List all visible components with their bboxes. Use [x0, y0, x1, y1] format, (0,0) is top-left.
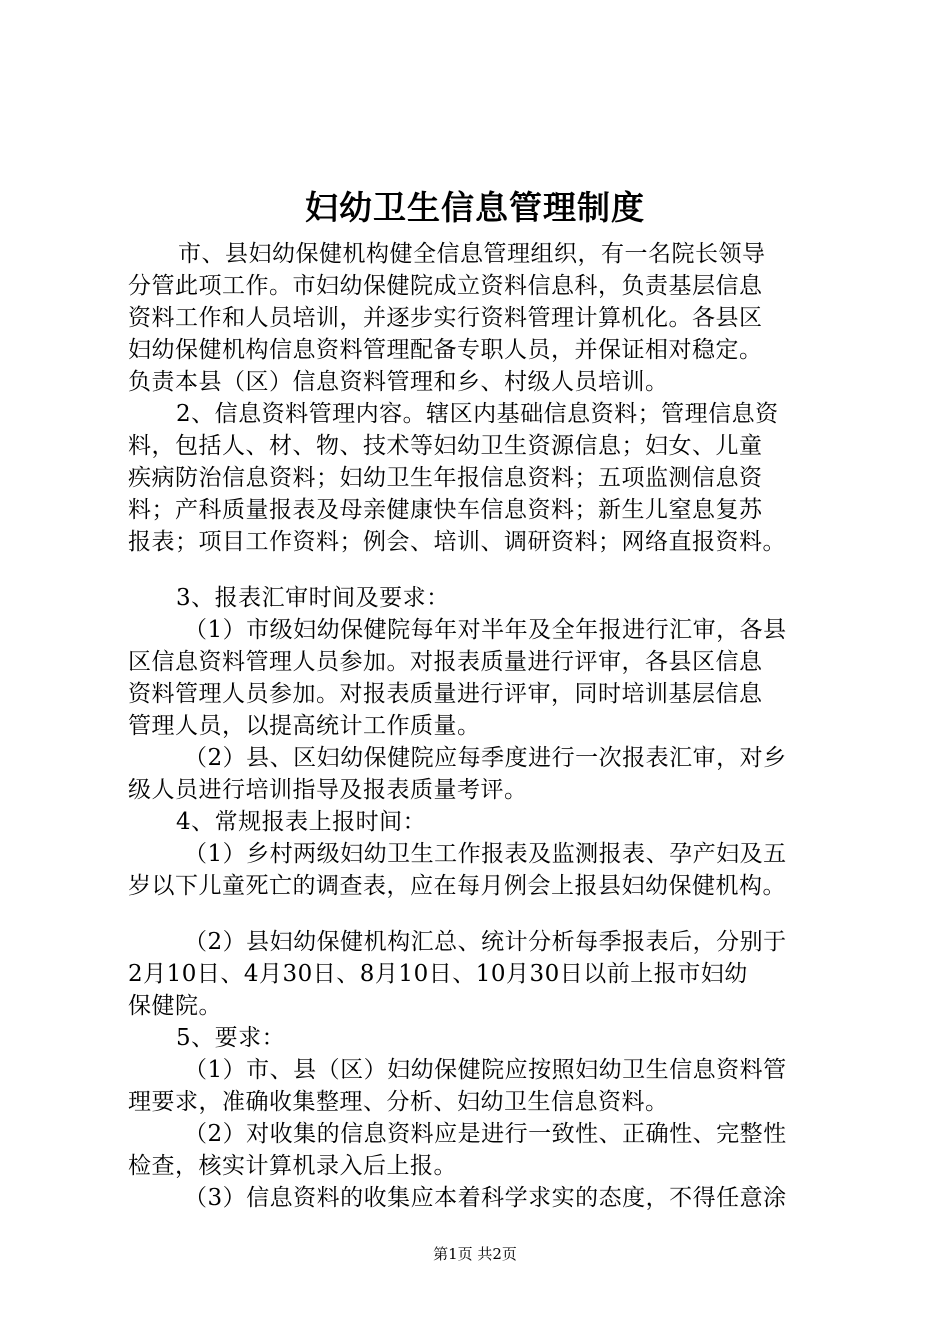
paragraph-line: 市、县妇幼保健机构健全信息管理组织，有一名院长领导: [178, 241, 766, 267]
paragraph-line: 保健院。: [128, 993, 222, 1019]
paragraph-line: 妇幼保健机构信息资料管理配备专职人员，并保证相对稳定。: [128, 337, 763, 363]
page-number: 第1页 共2页: [433, 1245, 517, 1263]
paragraph-line: 区信息资料管理人员参加。对报表质量进行评审，各县区信息: [128, 649, 763, 675]
paragraph-line: 料；产科质量报表及母亲健康快车信息资料；新生儿窒息复苏: [128, 497, 763, 523]
paragraph-line: （1）市、县（区）妇幼保健院应按照妇幼卫生信息资料管: [184, 1057, 787, 1083]
paragraph-line: （3）信息资料的收集应本着科学求实的态度，不得任意涂: [184, 1185, 787, 1211]
paragraph-line: 检查，核实计算机录入后上报。: [128, 1153, 457, 1179]
document-title: 妇幼卫生信息管理制度: [305, 188, 645, 227]
paragraph-line: 2月10日、4月30日、8月10日、10月30日以前上报市妇幼: [128, 961, 748, 987]
paragraph-line: （1）乡村两级妇幼卫生工作报表及监测报表、孕产妇及五: [184, 841, 787, 867]
section-heading: 4、常规报表上报时间：: [176, 809, 427, 835]
paragraph-line: 管理人员，以提高统计工作质量。: [128, 713, 481, 739]
paragraph-line: 报表；项目工作资料；例会、培训、调研资料；网络直报资料。: [128, 529, 786, 555]
paragraph-line: 资料工作和人员培训，并逐步实行资料管理计算机化。各县区: [128, 305, 763, 331]
paragraph-line: （1）市级妇幼保健院每年对半年及全年报进行汇审，各县: [184, 617, 787, 643]
paragraph-line: 疾病防治信息资料；妇幼卫生年报信息资料；五项监测信息资: [128, 465, 763, 491]
paragraph-line: 分管此项工作。市妇幼保健院成立资料信息科，负责基层信息: [128, 273, 763, 299]
paragraph-line: （2）县妇幼保健机构汇总、统计分析每季报表后，分别于: [184, 929, 787, 955]
paragraph-line: （2）对收集的信息资料应是进行一致性、正确性、完整性: [184, 1121, 787, 1147]
paragraph-line: 负责本县（区）信息资料管理和乡、村级人员培训。: [128, 369, 669, 395]
paragraph-line: 级人员进行培训指导及报表质量考评。: [128, 777, 528, 803]
section-heading: 3、报表汇审时间及要求：: [176, 585, 450, 611]
section-heading: 5、要求：: [176, 1025, 286, 1051]
paragraph-line: （2）县、区妇幼保健院应每季度进行一次报表汇审，对乡: [184, 745, 787, 771]
paragraph-line: 岁以下儿童死亡的调查表，应在每月例会上报县妇幼保健机构。: [128, 873, 786, 899]
paragraph-line: 资料管理人员参加。对报表质量进行评审，同时培训基层信息: [128, 681, 763, 707]
paragraph-line: 料，包括人、材、物、技术等妇幼卫生资源信息；妇女、儿童: [128, 433, 763, 459]
paragraph-line: 2、信息资料管理内容。辖区内基础信息资料；管理信息资: [176, 401, 779, 427]
paragraph-line: 理要求，准确收集整理、分析、妇幼卫生信息资料。: [128, 1089, 669, 1115]
